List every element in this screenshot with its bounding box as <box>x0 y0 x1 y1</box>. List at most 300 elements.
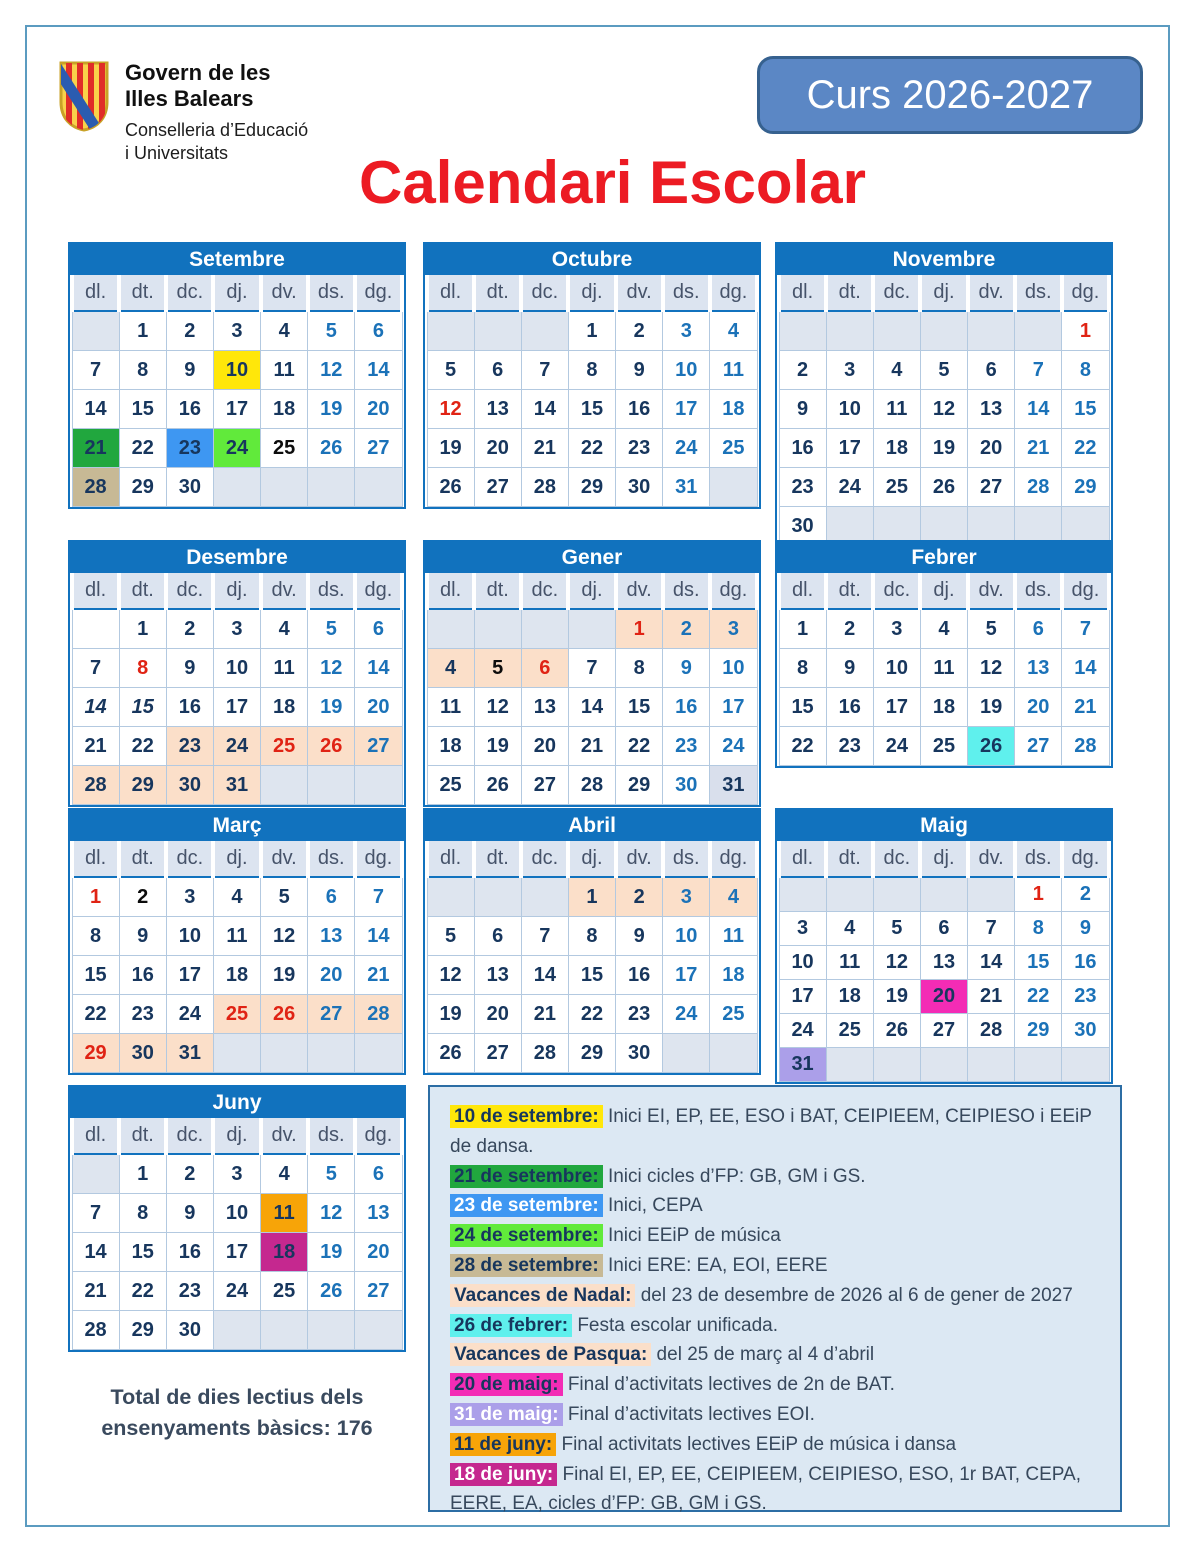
day-cell: 8 <box>779 649 826 688</box>
day-cell: 30 <box>166 468 213 507</box>
day-cell: 15 <box>1015 946 1062 980</box>
day-cell <box>873 1048 920 1082</box>
day-cell: 14 <box>521 956 568 995</box>
day-cell: 26 <box>920 468 967 507</box>
day-header-cell: dc. <box>166 573 213 609</box>
day-cell: 5 <box>308 311 355 351</box>
legend-item <box>450 1400 1102 1430</box>
day-cell: 31 <box>166 1034 213 1073</box>
day-cell: 9 <box>616 351 663 390</box>
month-title: Maig <box>777 810 1111 841</box>
legend-box <box>428 1085 1122 1515</box>
day-cell: 22 <box>119 429 166 468</box>
legend-label: 21 de setembre: <box>450 1165 603 1188</box>
day-cell: 18 <box>261 390 308 429</box>
day-header-cell: ds. <box>308 275 355 311</box>
day-header-cell: dl. <box>427 841 474 877</box>
day-cell: 29 <box>119 766 166 805</box>
day-cell: 12 <box>920 390 967 429</box>
day-cell: 14 <box>1062 649 1109 688</box>
day-cell: 13 <box>968 390 1015 429</box>
day-cell: 28 <box>72 766 119 805</box>
day-cell <box>920 1048 967 1082</box>
day-cell <box>873 311 920 351</box>
day-cell: 15 <box>779 688 826 727</box>
legend-label: 31 de maig: <box>450 1403 563 1426</box>
day-cell: 3 <box>826 351 873 390</box>
day-cell: 4 <box>710 311 757 351</box>
month-title: Gener <box>425 542 759 573</box>
day-header-cell: dt. <box>119 1118 166 1154</box>
day-cell: 15 <box>72 956 119 995</box>
day-cell: 26 <box>474 766 521 805</box>
day-cell: 1 <box>616 609 663 649</box>
day-header-cell: dc. <box>166 841 213 877</box>
day-header-cell: ds. <box>308 573 355 609</box>
day-header-cell: ds. <box>663 573 710 609</box>
day-cell: 9 <box>1062 912 1109 946</box>
day-header-cell: dg. <box>710 573 757 609</box>
day-cell: 10 <box>213 351 260 390</box>
day-cell: 3 <box>663 311 710 351</box>
legend-label: Vacances de Pasqua: <box>450 1343 651 1366</box>
day-header-cell: dj. <box>920 573 967 609</box>
day-cell: 21 <box>1062 688 1109 727</box>
day-cell: 25 <box>261 727 308 766</box>
day-cell: 6 <box>521 649 568 688</box>
legend-text: del 23 de desembre de 2026 al 6 de gener de 2027 <box>635 1284 1073 1306</box>
day-cell: 3 <box>166 877 213 917</box>
day-cell <box>355 1311 402 1350</box>
legend-label: 26 de febrer: <box>450 1314 572 1337</box>
day-cell: 28 <box>968 1014 1015 1048</box>
day-cell: 10 <box>663 917 710 956</box>
legend-text: Final d’activitats lectives EOI. <box>562 1403 815 1425</box>
day-cell: 10 <box>873 649 920 688</box>
day-cell: 14 <box>355 649 402 688</box>
day-header-cell: dj. <box>213 573 260 609</box>
day-cell: 5 <box>427 351 474 390</box>
legend-item <box>450 1102 1102 1162</box>
day-cell: 10 <box>213 1194 260 1233</box>
day-cell: 11 <box>261 1194 308 1233</box>
day-cell: 12 <box>873 946 920 980</box>
day-cell: 18 <box>213 956 260 995</box>
day-cell: 17 <box>213 688 260 727</box>
month-calendar-setembre <box>68 242 406 509</box>
day-cell: 23 <box>166 429 213 468</box>
day-cell: 24 <box>710 727 757 766</box>
day-cell <box>72 1154 119 1194</box>
day-cell: 28 <box>521 468 568 507</box>
balearic-shield-icon <box>58 60 110 134</box>
day-cell <box>826 877 873 912</box>
day-cell <box>474 311 521 351</box>
legend-item <box>450 1191 1102 1221</box>
day-header-cell: dt. <box>119 275 166 311</box>
day-cell: 3 <box>873 609 920 649</box>
day-cell: 9 <box>166 1194 213 1233</box>
day-cell: 18 <box>261 688 308 727</box>
day-cell: 2 <box>166 311 213 351</box>
day-cell: 3 <box>663 877 710 917</box>
day-cell <box>968 877 1015 912</box>
day-cell <box>308 1034 355 1073</box>
day-cell: 26 <box>261 995 308 1034</box>
month-calendar-abril <box>423 808 761 1075</box>
day-header-cell: dj. <box>213 275 260 311</box>
day-cell: 11 <box>261 649 308 688</box>
day-cell: 6 <box>474 351 521 390</box>
day-cell: 26 <box>427 468 474 507</box>
day-cell: 12 <box>308 649 355 688</box>
legend-label: 20 de maig: <box>450 1373 563 1396</box>
day-cell: 22 <box>568 995 615 1034</box>
day-cell <box>521 877 568 917</box>
day-cell: 7 <box>521 917 568 956</box>
day-cell: 11 <box>213 917 260 956</box>
day-cell: 30 <box>616 1034 663 1073</box>
day-cell: 31 <box>663 468 710 507</box>
day-header-cell: dl. <box>72 275 119 311</box>
day-cell: 16 <box>779 429 826 468</box>
day-cell: 15 <box>568 390 615 429</box>
day-cell: 5 <box>474 649 521 688</box>
day-cell: 10 <box>663 351 710 390</box>
day-cell <box>1015 1048 1062 1082</box>
day-cell <box>427 877 474 917</box>
day-header-cell: dj. <box>213 841 260 877</box>
day-cell: 16 <box>119 956 166 995</box>
day-cell <box>213 468 260 507</box>
day-cell: 2 <box>616 311 663 351</box>
day-cell: 13 <box>521 688 568 727</box>
day-cell: 20 <box>920 980 967 1014</box>
day-cell: 23 <box>616 995 663 1034</box>
day-header-cell: dg. <box>355 841 402 877</box>
day-cell: 21 <box>521 429 568 468</box>
day-cell: 20 <box>968 429 1015 468</box>
day-cell: 24 <box>663 995 710 1034</box>
day-header-cell: dc. <box>166 275 213 311</box>
day-header-cell: dc. <box>873 573 920 609</box>
legend-item <box>450 1430 1102 1460</box>
org-line2: Illes Balears <box>125 85 254 111</box>
day-cell: 8 <box>568 351 615 390</box>
day-cell: 2 <box>166 1154 213 1194</box>
day-cell: 24 <box>779 1014 826 1048</box>
day-cell: 8 <box>119 649 166 688</box>
day-cell: 15 <box>616 688 663 727</box>
day-cell: 19 <box>261 956 308 995</box>
day-cell <box>261 1034 308 1073</box>
day-header-cell: dv. <box>968 275 1015 311</box>
day-cell: 28 <box>72 468 119 507</box>
day-cell: 17 <box>213 1233 260 1272</box>
day-cell: 20 <box>474 995 521 1034</box>
day-cell <box>72 609 119 649</box>
day-cell: 24 <box>213 429 260 468</box>
day-cell <box>308 468 355 507</box>
day-cell: 11 <box>920 649 967 688</box>
day-cell: 19 <box>920 429 967 468</box>
day-cell <box>710 1034 757 1073</box>
legend-text: Final d’activitats lectives de 2n de BAT. <box>562 1374 895 1396</box>
day-cell: 6 <box>1015 609 1062 649</box>
day-cell <box>779 877 826 912</box>
day-cell: 11 <box>710 351 757 390</box>
day-cell: 13 <box>474 390 521 429</box>
day-cell: 19 <box>308 390 355 429</box>
day-cell <box>213 1034 260 1073</box>
day-cell: 24 <box>663 429 710 468</box>
day-cell: 16 <box>663 688 710 727</box>
day-cell: 4 <box>826 912 873 946</box>
day-cell: 20 <box>355 1233 402 1272</box>
day-cell: 16 <box>826 688 873 727</box>
day-cell: 14 <box>968 946 1015 980</box>
day-header-cell: dl. <box>427 275 474 311</box>
day-cell: 15 <box>568 956 615 995</box>
day-cell: 1 <box>119 311 166 351</box>
day-cell: 25 <box>261 429 308 468</box>
day-cell: 12 <box>261 917 308 956</box>
month-title: Setembre <box>70 244 404 275</box>
day-cell: 5 <box>873 912 920 946</box>
day-cell <box>427 609 474 649</box>
day-cell: 10 <box>213 649 260 688</box>
day-cell: 13 <box>355 1194 402 1233</box>
day-header-cell: ds. <box>663 275 710 311</box>
day-cell: 21 <box>355 956 402 995</box>
day-cell: 17 <box>663 956 710 995</box>
day-cell <box>521 609 568 649</box>
day-header-cell: dg. <box>1062 573 1109 609</box>
day-cell: 10 <box>826 390 873 429</box>
day-cell: 23 <box>779 468 826 507</box>
day-cell: 21 <box>1015 429 1062 468</box>
day-cell <box>427 311 474 351</box>
day-cell: 19 <box>427 995 474 1034</box>
day-cell: 20 <box>355 390 402 429</box>
day-cell: 19 <box>873 980 920 1014</box>
month-title: Novembre <box>777 244 1111 275</box>
day-header-cell: dt. <box>826 841 873 877</box>
day-cell: 26 <box>968 727 1015 766</box>
month-title: Abril <box>425 810 759 841</box>
day-cell: 21 <box>72 727 119 766</box>
day-cell: 2 <box>166 609 213 649</box>
day-cell: 29 <box>119 1311 166 1350</box>
day-cell: 5 <box>308 1154 355 1194</box>
day-cell: 8 <box>72 917 119 956</box>
day-cell: 18 <box>710 390 757 429</box>
day-cell: 16 <box>166 1233 213 1272</box>
day-header-cell: dv. <box>261 841 308 877</box>
day-header-cell: ds. <box>308 841 355 877</box>
day-cell: 25 <box>920 727 967 766</box>
day-cell: 15 <box>1062 390 1109 429</box>
day-cell: 30 <box>1062 1014 1109 1048</box>
month-title: Febrer <box>777 542 1111 573</box>
day-cell: 6 <box>355 609 402 649</box>
day-cell: 9 <box>119 917 166 956</box>
day-header-cell: dv. <box>261 573 308 609</box>
day-cell: 6 <box>308 877 355 917</box>
day-cell: 4 <box>261 1154 308 1194</box>
day-cell: 22 <box>1062 429 1109 468</box>
day-cell: 18 <box>261 1233 308 1272</box>
day-cell: 13 <box>1015 649 1062 688</box>
day-cell: 2 <box>779 351 826 390</box>
day-cell: 16 <box>616 956 663 995</box>
day-cell: 22 <box>779 727 826 766</box>
day-header-cell: dc. <box>166 1118 213 1154</box>
day-cell: 7 <box>72 351 119 390</box>
day-cell: 9 <box>616 917 663 956</box>
day-cell: 18 <box>873 429 920 468</box>
day-cell <box>521 311 568 351</box>
day-header-cell: dg. <box>355 1118 402 1154</box>
total-days-line2: ensenyaments bàsics: 176 <box>101 1416 373 1441</box>
day-cell: 11 <box>873 390 920 429</box>
day-header-cell: dv. <box>968 841 1015 877</box>
day-cell: 5 <box>308 609 355 649</box>
day-cell: 14 <box>355 351 402 390</box>
day-cell: 27 <box>1015 727 1062 766</box>
day-cell: 27 <box>521 766 568 805</box>
day-cell: 7 <box>521 351 568 390</box>
day-header-cell: dj. <box>568 573 615 609</box>
day-cell: 31 <box>779 1048 826 1082</box>
legend-label: 10 de setembre: <box>450 1105 603 1128</box>
day-cell: 9 <box>166 649 213 688</box>
day-cell: 21 <box>72 1272 119 1311</box>
day-cell: 28 <box>355 995 402 1034</box>
day-cell <box>710 468 757 507</box>
day-cell: 17 <box>826 429 873 468</box>
day-cell: 22 <box>616 727 663 766</box>
day-cell: 3 <box>710 609 757 649</box>
day-cell: 23 <box>663 727 710 766</box>
day-header-cell: dl. <box>779 841 826 877</box>
day-cell: 20 <box>1015 688 1062 727</box>
org-line1: Govern de les <box>125 60 271 85</box>
day-cell: 21 <box>72 429 119 468</box>
day-cell: 20 <box>308 956 355 995</box>
day-cell: 12 <box>308 1194 355 1233</box>
day-cell: 13 <box>474 956 521 995</box>
day-cell: 2 <box>826 609 873 649</box>
day-cell <box>261 766 308 805</box>
month-title: Octubre <box>425 244 759 275</box>
day-cell: 9 <box>166 351 213 390</box>
day-cell: 19 <box>968 688 1015 727</box>
month-title: Març <box>70 810 404 841</box>
day-cell: 7 <box>968 912 1015 946</box>
day-header-cell: dc. <box>521 275 568 311</box>
day-header-cell: ds. <box>1015 841 1062 877</box>
day-header-cell: dj. <box>213 1118 260 1154</box>
day-cell: 26 <box>873 1014 920 1048</box>
day-cell: 14 <box>72 390 119 429</box>
day-cell: 20 <box>521 727 568 766</box>
day-cell: 17 <box>873 688 920 727</box>
day-cell: 6 <box>355 1154 402 1194</box>
day-header-cell: dv. <box>968 573 1015 609</box>
legend-text: Final EI, EP, EE, CEIPIEEM, CEIPIESO, ESO, 1r BAT, CEPA, EERE, EA, cicles d’FP: GB, GM i GS. <box>450 1463 1081 1515</box>
day-cell: 1 <box>1015 877 1062 912</box>
legend-item <box>450 1162 1102 1192</box>
day-header-cell: dg. <box>710 275 757 311</box>
day-cell: 20 <box>474 429 521 468</box>
day-cell: 24 <box>873 727 920 766</box>
day-cell <box>968 1048 1015 1082</box>
day-cell: 18 <box>920 688 967 727</box>
day-cell: 10 <box>166 917 213 956</box>
day-cell: 24 <box>826 468 873 507</box>
legend-text: Inici EI, EP, EE, ESO i BAT, CEIPIEEM, CEIPIESO i EEiP de dansa. <box>450 1106 1092 1157</box>
day-cell <box>968 311 1015 351</box>
day-cell <box>826 1048 873 1082</box>
day-header-cell: ds. <box>1015 275 1062 311</box>
day-cell <box>1062 1048 1109 1082</box>
day-cell: 24 <box>213 727 260 766</box>
day-cell <box>873 877 920 912</box>
day-cell: 30 <box>779 507 826 546</box>
day-cell: 23 <box>826 727 873 766</box>
day-cell: 6 <box>355 311 402 351</box>
day-cell: 24 <box>166 995 213 1034</box>
day-cell: 27 <box>308 995 355 1034</box>
legend-item <box>450 1311 1102 1341</box>
day-cell: 27 <box>920 1014 967 1048</box>
day-header-cell: dv. <box>261 275 308 311</box>
day-header-cell: dg. <box>1062 841 1109 877</box>
month-calendar-gener <box>423 540 761 807</box>
day-cell: 30 <box>119 1034 166 1073</box>
month-calendar-maig <box>775 808 1113 1084</box>
day-cell: 16 <box>166 390 213 429</box>
day-cell: 8 <box>119 351 166 390</box>
day-cell: 31 <box>710 766 757 805</box>
day-cell: 23 <box>616 429 663 468</box>
day-cell: 12 <box>968 649 1015 688</box>
day-cell: 29 <box>616 766 663 805</box>
day-header-cell: dt. <box>826 275 873 311</box>
month-calendar-febrer <box>775 540 1113 768</box>
day-cell: 16 <box>1062 946 1109 980</box>
day-cell: 25 <box>427 766 474 805</box>
day-cell: 29 <box>72 1034 119 1073</box>
day-cell: 1 <box>779 609 826 649</box>
day-cell: 29 <box>568 468 615 507</box>
day-header-cell: dl. <box>72 1118 119 1154</box>
legend-text: Final activitats lectives EEiP de música i dansa <box>556 1433 957 1455</box>
day-cell: 9 <box>826 649 873 688</box>
day-cell: 1 <box>568 311 615 351</box>
day-cell: 28 <box>568 766 615 805</box>
day-header-cell: ds. <box>1015 573 1062 609</box>
day-cell: 27 <box>968 468 1015 507</box>
day-header-cell: dc. <box>521 841 568 877</box>
day-cell: 14 <box>1015 390 1062 429</box>
day-cell: 28 <box>72 1311 119 1350</box>
legend-label: 11 de juny: <box>450 1433 556 1456</box>
day-cell: 7 <box>72 1194 119 1233</box>
day-cell: 14 <box>521 390 568 429</box>
day-cell: 27 <box>474 1034 521 1073</box>
